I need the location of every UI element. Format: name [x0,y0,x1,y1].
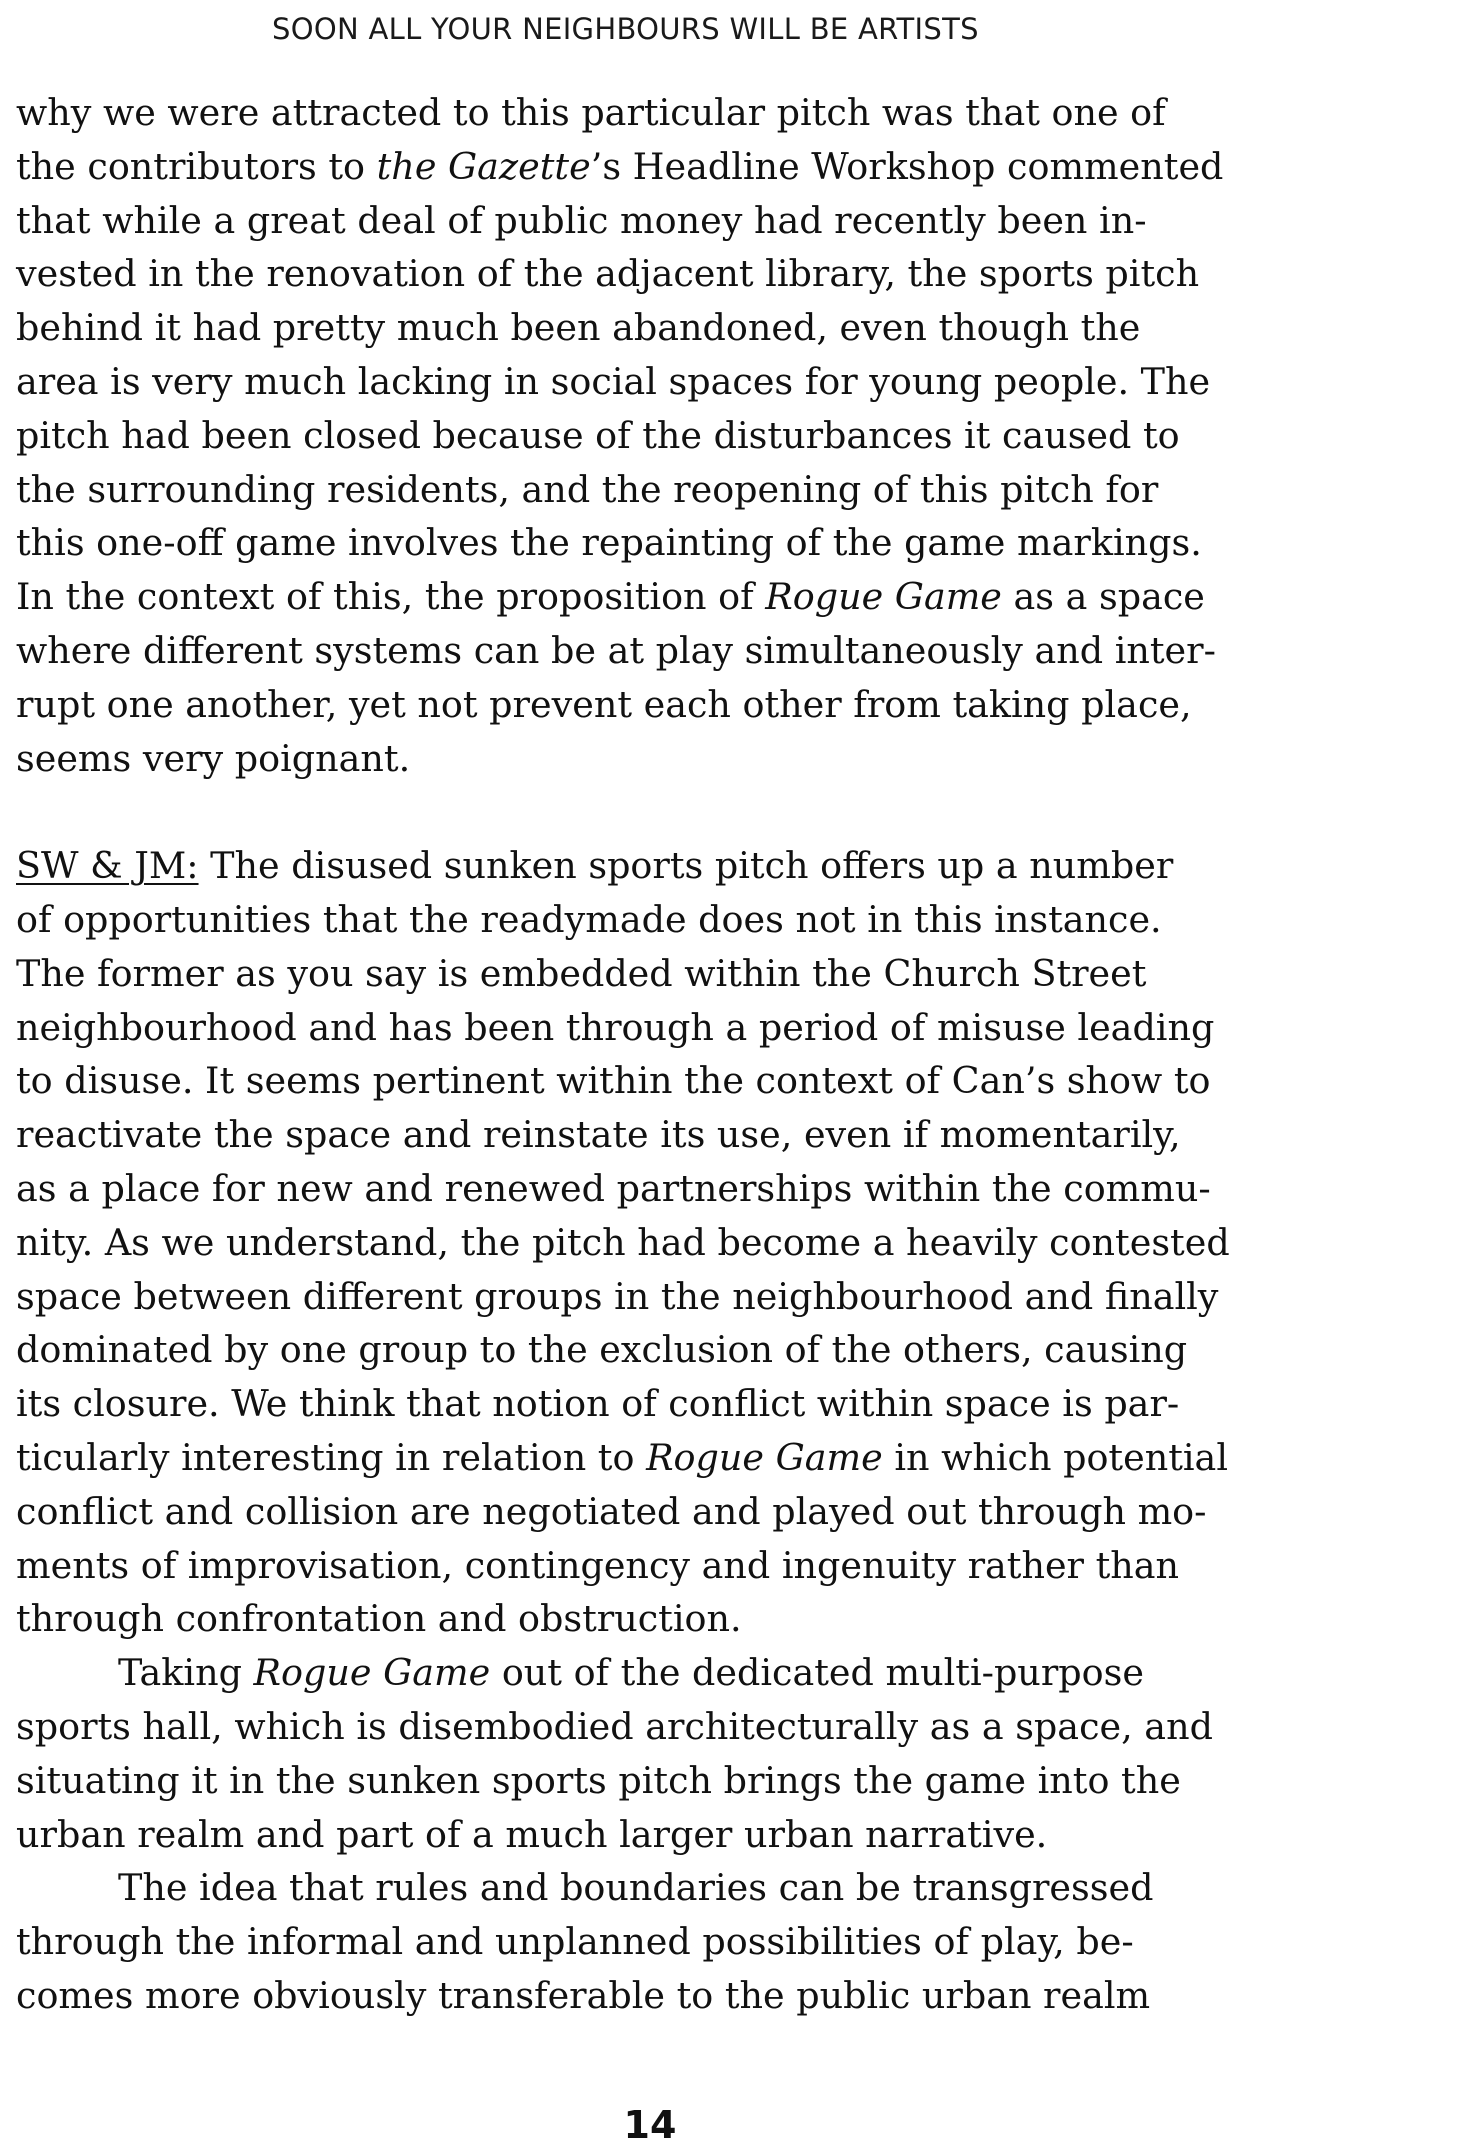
text-line: pitch had been closed because of the disturbances it caused to [16,413,1180,457]
text-line: rupt one another, yet not prevent each other from taking place, [16,682,1192,726]
paragraph-3 [16,1646,1316,1861]
text-span: Taking [118,1651,254,1695]
work-title: Rogue Game [765,575,1002,619]
text-line: conflict and collision are negotiated and played out through mo- [16,1489,1207,1533]
text-line: sports hall, which is disembodied architecturally as a space, and [16,1704,1213,1748]
text-line [16,140,1316,194]
text-line [16,839,1316,893]
paragraph-4 [16,1861,1316,2022]
text-line: through confrontation and obstruction. [16,1597,742,1641]
text-span: as a space [1001,575,1205,619]
text-line: as a place for new and renewed partnerships within the commu- [16,1166,1211,1210]
text-line: its closure. We think that notion of conflict within space is par- [16,1382,1180,1426]
text-span: the contributors to [16,144,377,188]
text-line: the surrounding residents, and the reopening of this pitch for [16,467,1159,511]
text-line: seems very poignant. [16,736,411,780]
text-line: space between different groups in the neighbourhood and finally [16,1274,1219,1318]
work-title: Rogue Game [646,1435,883,1479]
text-span: ticularly interesting in relation to [16,1435,647,1479]
text-line: reactivate the space and reinstate its use, even if momentarily, [16,1113,1181,1157]
text-line [16,1646,1316,1700]
text-line: to disuse. It seems pertinent within the context of Can’s show to [16,1059,1211,1103]
text-line: urban realm and part of a much larger urban narrative. [16,1812,1048,1856]
text-line: ments of improvisation, contingency and ingenuity rather than [16,1543,1180,1587]
text-line: behind it had pretty much been abandoned, even though the [16,306,1141,350]
text-line [16,570,1316,624]
text-span: out of the dedicated multi-purpose [490,1651,1144,1695]
text-line: neighbourhood and has been through a period of misuse leading [16,1005,1215,1049]
work-title: Rogue Game [253,1651,491,1695]
publication-title: the Gazette [376,144,591,188]
text-span: The disused sunken sports pitch offers up a number [198,844,1174,888]
running-header: SOON ALL YOUR NEIGHBOURS WILL BE ARTISTS [272,12,979,46]
text-line: situating it in the sunken sports pitch brings the game into the [16,1758,1181,1802]
text-line: this one-off game involves the repainting of the game markings. [16,521,1202,565]
text-line: dominated by one group to the exclusion of the others, causing [16,1328,1188,1372]
text-line: nity. As we understand, the pitch had become a heavily contested [16,1220,1230,1264]
paragraph-gap [16,785,1316,839]
text-line: The former as you say is embedded within the Church Street [16,951,1147,995]
text-line: that while a great deal of public money had recently been in- [16,198,1147,242]
text-line: of opportunities that the readymade does not in this instance. [16,897,1162,941]
text-line [16,1431,1316,1485]
text-line: vested in the renovation of the adjacent library, the sports pitch [16,252,1200,296]
speaker-label: SW & JM: [16,844,199,888]
text-span: In the context of this, the proposition of [16,575,766,619]
text-line: where different systems can be at play simultaneously and inter- [16,628,1216,672]
paragraph-2 [16,839,1316,1646]
text-line: comes more obviously transferable to the public urban realm [16,1973,1151,2017]
text-line: The idea that rules and boundaries can be transgressed [118,1866,1154,1910]
text-span: ’s Headline Workshop commented [590,144,1224,188]
paragraph-1 [16,86,1316,785]
body-text [16,86,1316,2023]
text-span: in which potential [882,1435,1228,1479]
text-line: why we were attracted to this particular pitch was that one of [16,91,1166,134]
page-number: 14 [623,2103,677,2147]
text-line: through the informal and unplanned possibilities of play, be- [16,1920,1134,1964]
text-line: area is very much lacking in social spaces for young people. The [16,359,1211,403]
